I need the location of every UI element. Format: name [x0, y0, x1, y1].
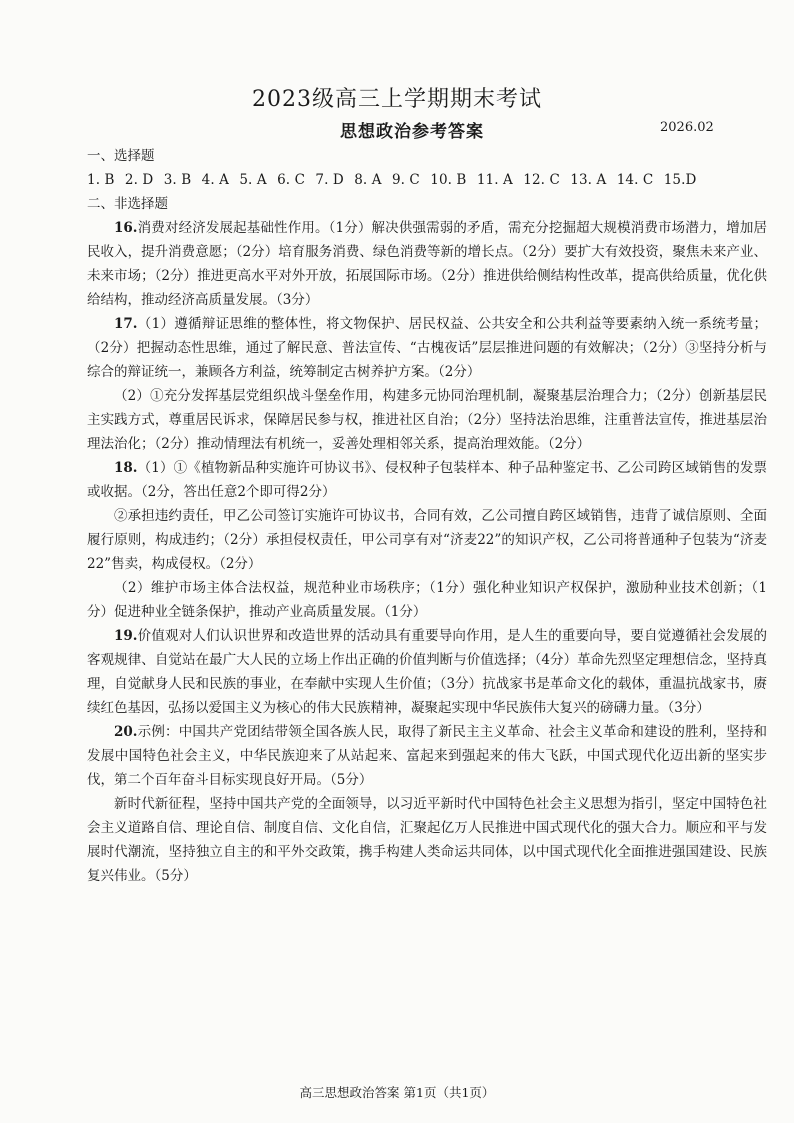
question-number: 18. [114, 460, 138, 476]
answer-item: 8. A [354, 172, 382, 188]
answer-item: 4. A [201, 172, 229, 188]
answer-text: 示例：中国共产党团结带领全国各族人民，取得了新民主主义革命、社会主义革命和建设的胜利，坚持和发展中国特色社会主义，中华民族迎来了从站起来、富起来到强起来的伟大飞跃，中国式现代化迈出新的坚实步伐，第二个百年奋斗目标实现良好开局。（5分） [87, 724, 767, 788]
answer-text: 价值观对人们认识世界和改造世界的活动具有重要导向作用，是人生的重要向导，要自觉遵循社会发展的客观规律、自觉站在最广大人民的立场上作出正确的价值判断与价值选择；（4分）革命先烈坚定理想信念，坚持真理，自觉献身人民和民族的事业，在奉献中实现人生价值；（3分）抗战家书是革命文化的载体，重温抗战家书，赓续红色基因，弘扬以爱国主义为核心的伟大民族精神，凝聚起实现中华民族伟大复兴的磅礴力量。（3分） [87, 628, 767, 716]
answer-item: 6. C [277, 172, 305, 188]
answer-item: 2. D [124, 172, 154, 188]
section-choice-heading: 一、选择题 [87, 148, 155, 164]
page-title: 2023级高三上学期期末考试 [252, 87, 542, 112]
question-17 [87, 312, 767, 384]
choice-answers [87, 168, 767, 192]
answer-content [87, 144, 767, 888]
question-number: 20. [114, 724, 138, 740]
section-nonchoice-heading: 二、非选择题 [87, 196, 168, 212]
answer-paragraph: （2）维护市场主体合法权益，规范种业市场秩序；（1分）强化种业知识产权保护，激励种业技术创新；（1分）促进种业全链条保护，推动产业高质量发展。（1分） [87, 580, 767, 620]
answer-item: 14. C [616, 172, 654, 188]
page-subtitle: 思想政治参考答案 [340, 122, 484, 142]
answer-text: （1）遵循辩证思维的整体性，将文物保护、居民权益、公共安全和公共利益等要素纳入统一系统考量；（2分）把握动态性思维，通过了解民意、普法宣传、“古槐夜话”层层推进问题的有效解决；（2分）③坚持分析与综合的辩证统一，兼顾各方利益，统筹制定古树养护方案。（2分） [87, 316, 767, 380]
answer-item: 1. B [87, 172, 115, 188]
question-number: 19. [114, 628, 138, 644]
answer-item: 13. A [570, 172, 607, 188]
answer-item: 5. A [239, 172, 267, 188]
answer-paragraph: （2）①充分发挥基层党组织战斗堡垒作用，构建多元协同治理机制，凝聚基层治理合力；（2分）创新基层民主实践方式，尊重居民诉求，保障居民参与权，推进社区自治；（2分）坚持法治思维，注重普法宣传，推进基层治理法治化；（2分）推动情理法有机统一，妥善处理相邻关系，提高治理效能。（2分） [87, 388, 767, 452]
answer-item: 3. B [163, 172, 192, 188]
answer-item: 11. A [476, 172, 513, 188]
answer-item: 12. C [523, 172, 560, 188]
question-number: 16. [114, 220, 138, 236]
answer-text: （1）①《植物新品种实施许可协议书》、侵权种子包装样本、种子品种鉴定书、乙公司跨区域销售的发票或收据。（2分，答出任意2个即可得2分） [87, 460, 767, 500]
answer-paragraph: ②承担违约责任，甲乙公司签订实施许可协议书，合同有效，乙公司擅自跨区域销售，违背了诚信原则、全面履行原则，构成违约；（2分）承担侵权责任，甲公司享有对“济麦22”的知识产权，乙公司将普通种子包装为“济麦22”售卖，构成侵权。（2分） [87, 508, 767, 572]
answer-item: 9. C [391, 172, 420, 188]
question-number: 17. [114, 316, 138, 332]
exam-date: 2026.02 [660, 120, 714, 135]
answer-item: 10. B [430, 172, 467, 188]
question-19 [87, 624, 767, 720]
question-16 [87, 216, 767, 312]
question-18 [87, 456, 767, 504]
page-footer: 高三思想政治答案 第1页（共1页） [299, 1085, 495, 1100]
question-20 [87, 720, 767, 792]
answer-item: 7. D [315, 172, 344, 188]
answer-text: 消费对经济发展起基础性作用。（1分）解决供强需弱的矛盾，需充分挖掘超大规模消费市场潜力，增加居民收入，提升消费意愿；（2分）培育服务消费、绿色消费等新的增长点。（2分）要扩大有效投资，聚焦未来产业、未来市场；（2分）推进更高水平对外开放，拓展国际市场。（2分）推进供给侧结构性改革，提高供给质量，优化供给结构，推动经济高质量发展。（3分） [87, 220, 767, 308]
answer-item: 15.D [663, 172, 697, 188]
answer-paragraph: 新时代新征程，坚持中国共产党的全面领导，以习近平新时代中国特色社会主义思想为指引，坚定中国特色社会主义道路自信、理论自信、制度自信、文化自信，汇聚起亿万人民推进中国式现代化的强大合力。顺应和平与发展时代潮流，坚持独立自主的和平外交政策，携手构建人类命运共同体，以中国式现代化全面推进强国建设、民族复兴伟业。（5分） [87, 796, 767, 884]
